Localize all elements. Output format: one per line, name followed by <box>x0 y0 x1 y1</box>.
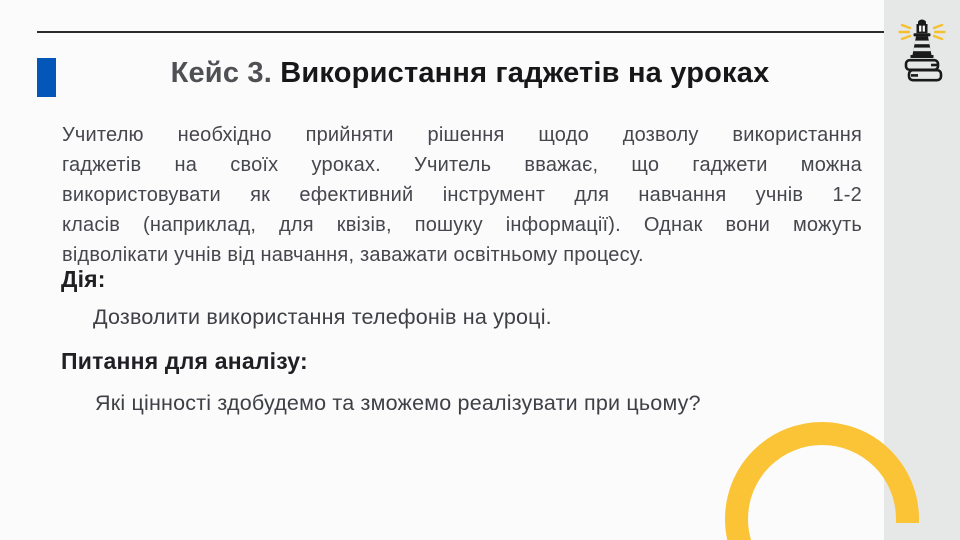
top-rule <box>37 31 884 33</box>
books-icon <box>906 60 941 80</box>
case-description <box>62 120 862 270</box>
description-line: використовувати як ефективний інструмент для навчання учнів 1-2 <box>62 184 862 206</box>
slide-title-main: Використання гаджетів на уроках <box>272 57 770 89</box>
title-accent-bullet <box>37 58 56 97</box>
action-text: Дозволити використання телефонів на уроці. <box>93 305 552 329</box>
slide-title <box>70 57 870 90</box>
decorative-ring-cut-patch <box>888 523 935 540</box>
lighthouse-on-books-icon <box>897 17 947 83</box>
description-line: гаджетів на своїх уроках. Учитель вважає, що гаджети можна <box>62 154 862 176</box>
description-line: класів (наприклад, для квізів, пошуку інформації). Однак вони можуть <box>62 214 862 236</box>
question-text: Які цінності здобудемо та зможемо реалізувати при цьому? <box>95 391 701 415</box>
description-line: Учителю необхідно прийняти рішення щодо дозволу використання <box>62 124 862 146</box>
action-heading: Дія: <box>61 266 106 292</box>
slide-title-prefix: Кейс 3. <box>170 57 272 89</box>
description-line: відволікати учнів від навчання, заважати освітньому процесу. <box>62 244 644 266</box>
question-heading: Питання для аналізу: <box>61 348 308 374</box>
